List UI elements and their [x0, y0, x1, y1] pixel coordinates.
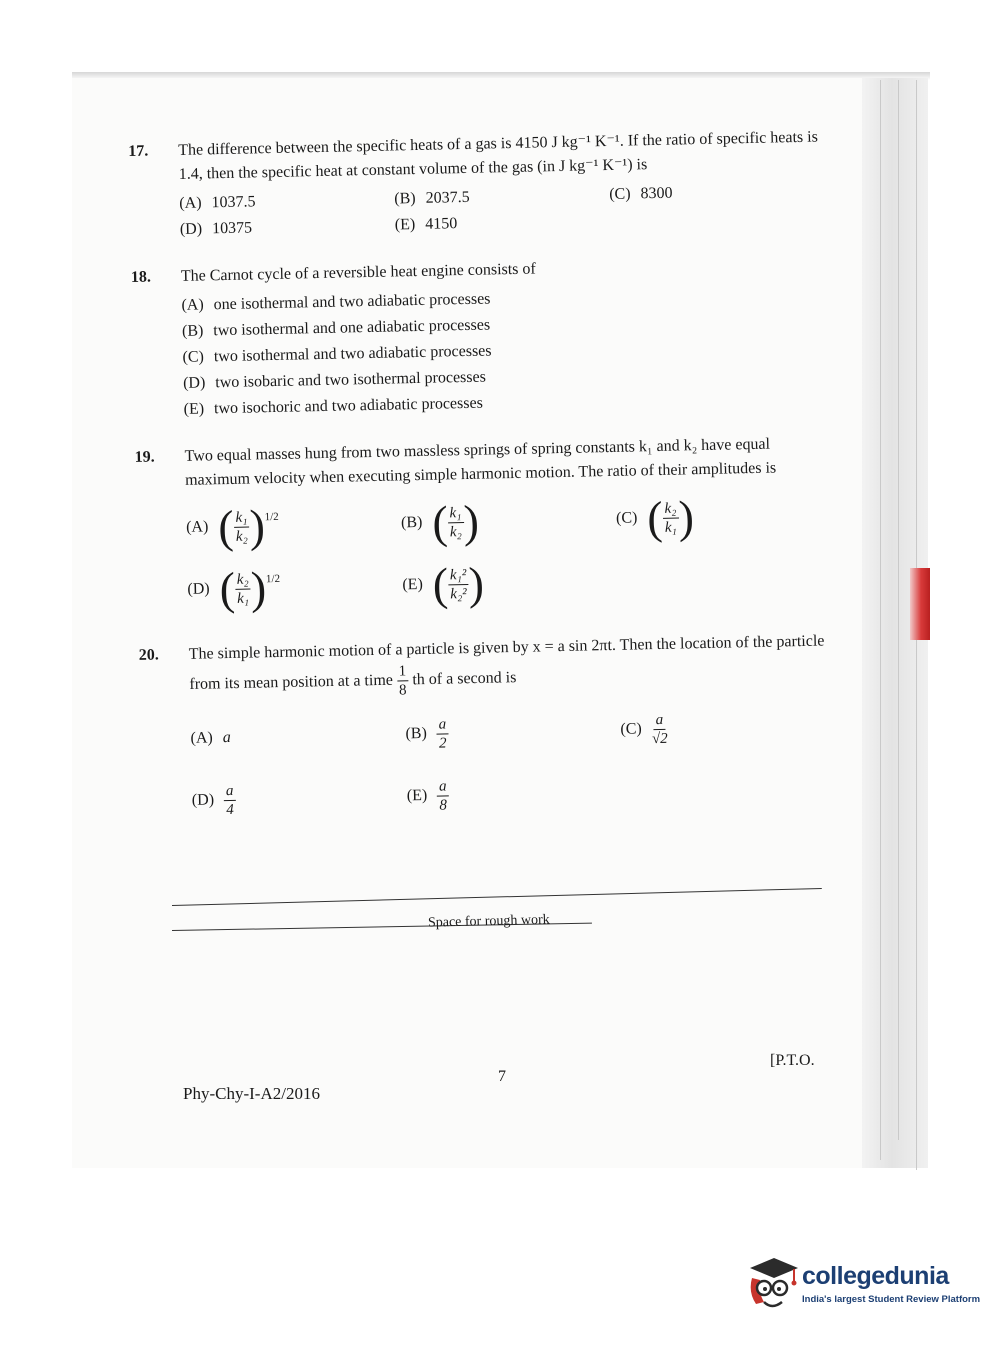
question-text: The difference between the specific heats of a gas is 4150 J kg⁻¹ K⁻¹. If the ratio of specific heats is 1.4, then the specific heat at constant volume of the gas (in J kg⁻¹ K⁻¹) is: [178, 128, 819, 183]
mascot-icon: [744, 1252, 800, 1314]
option-label: (B): [394, 189, 416, 208]
question-text: Two equal masses hung from two massless springs of spring constants k₁ and k₂ have equal maximum velocity when executing simple harmonic motion. The ratio of their amplitudes is: [184, 435, 777, 489]
option-label: (C): [615, 509, 638, 527]
option-label: (A): [181, 296, 204, 314]
fraction-denominator: k₂: [449, 523, 462, 540]
question-number: 18.: [130, 268, 152, 286]
option-text: 1037.5: [211, 193, 256, 212]
option-label: (A): [179, 194, 202, 212]
question-number: 19.: [134, 448, 155, 466]
paper-code: Phy-Chy-I-A2/2016: [183, 1084, 320, 1103]
options: [185, 483, 837, 621]
fraction-denominator: k₂²: [450, 585, 467, 602]
fraction-numerator: a: [437, 777, 449, 796]
fraction-denominator: k₁: [664, 519, 677, 536]
option-text: 10375: [211, 219, 253, 238]
option-label: (E): [183, 400, 205, 418]
option-label: (D): [182, 374, 206, 392]
option-d: [180, 212, 395, 242]
option-b: [400, 488, 616, 554]
option-label: (D): [179, 220, 203, 238]
option-label: (C): [620, 720, 642, 738]
option-text: 8300: [640, 184, 673, 203]
fraction-numerator: 1: [397, 662, 409, 681]
option-b: [405, 699, 621, 765]
option-d: [191, 765, 407, 831]
option-text: two isochoric and two adiabatic processes: [213, 394, 484, 418]
option-label: (C): [609, 185, 631, 203]
option-c: [615, 483, 831, 549]
option-label: (E): [406, 786, 428, 805]
option-label: (D): [187, 580, 210, 598]
question-17: [128, 125, 830, 244]
fraction-denominator: 8: [439, 796, 448, 814]
fraction-expression: ( $\frac{\text{k₁}}{\text{k₂}}$ ) 1/2: [217, 500, 279, 553]
question-list: [128, 125, 843, 855]
option-label: (E): [402, 575, 423, 594]
fraction-numerator: k₁: [233, 508, 249, 527]
exponent: 1/2: [264, 510, 279, 524]
option-text: 4150: [425, 215, 458, 233]
page-edge-line: [880, 80, 881, 1160]
fraction-expression: ( $\frac{\text{k₂}}{\text{k₁}}$ ) 1/2: [219, 562, 281, 615]
fraction-numerator: k₂: [662, 499, 678, 518]
fraction-numerator: k₁²: [448, 565, 469, 584]
option-a: [185, 492, 401, 558]
logo-tagline: India's largest Student Review Platform: [802, 1294, 981, 1305]
options: [179, 177, 830, 243]
please-turn-over: [P.T.O.: [770, 1052, 815, 1069]
time-fraction: [397, 662, 409, 699]
fraction-numerator: k₂: [235, 570, 251, 589]
option-label: (B): [405, 724, 427, 743]
page-edge-line: [898, 80, 899, 1140]
fraction-denominator: k₂: [235, 528, 248, 545]
fraction-denominator: √2: [651, 730, 668, 747]
option-e: [406, 761, 622, 827]
question-text-end: th of a second is: [412, 669, 517, 689]
options: [190, 694, 842, 832]
fraction-expression: ( $\frac{\text{k₂}}{\text{k₁}}$ ): [646, 491, 695, 544]
fraction-expression: ( $\frac{\text{k₁}}{\text{k₂}}$ ): [431, 495, 480, 548]
rough-work-label: Space for rough work: [427, 912, 550, 931]
logo-wordmark: collegedunia: [802, 1262, 949, 1290]
question-number: 20.: [138, 646, 159, 664]
option-label: (C): [182, 348, 205, 366]
option-a: [190, 703, 406, 769]
page-number: 7: [498, 1068, 506, 1085]
option-text: two isobaric and two isothermal processes: [215, 368, 487, 392]
red-page-tab: [910, 568, 930, 640]
fraction-numerator: k₁: [447, 504, 463, 523]
option-text: two isothermal and two adiabatic processes: [213, 342, 492, 366]
option-label: (A): [190, 729, 213, 747]
question-18: [131, 251, 834, 424]
option-text: one isothermal and two adiabatic processes: [213, 290, 491, 314]
fraction-numerator: a: [224, 781, 236, 800]
question-number: 17.: [128, 142, 149, 160]
option-c: [609, 177, 824, 207]
question-20: [139, 629, 843, 833]
collegedunia-logo: [744, 1252, 981, 1322]
option-c: [620, 694, 836, 760]
fraction-denominator: 8: [398, 682, 407, 699]
option-label: (E): [394, 216, 416, 234]
option-label: (D): [191, 791, 215, 809]
option-e: [395, 208, 610, 238]
option-e: [402, 550, 618, 616]
option-d: [187, 554, 403, 620]
fraction-numerator: a: [654, 710, 666, 729]
question-text: The Carnot cycle of a reversible heat engine consists of: [180, 260, 536, 285]
fraction-denominator: k₁: [237, 590, 250, 607]
fraction-numerator: a: [436, 715, 448, 734]
options: [181, 279, 834, 423]
option-label: (B): [181, 322, 204, 340]
question-19: [134, 431, 838, 622]
fraction-expression: ( $\frac{\text{k₁²}}{\text{k₂²}}$ ): [432, 557, 485, 610]
option-text: two isothermal and one adiabatic processes: [213, 316, 491, 340]
option-text: 2037.5: [425, 188, 470, 207]
option-text: a: [222, 728, 231, 747]
option-label: (A): [185, 518, 209, 536]
option-label: (B): [400, 513, 423, 532]
question-text: The simple harmonic motion of a particle is given by x = a sin 2πt. Then the location of the particle from its mean position at a time: [188, 632, 825, 694]
fraction-denominator: 4: [226, 801, 234, 818]
fraction-denominator: 2: [438, 734, 447, 752]
exponent: 1/2: [265, 572, 281, 586]
